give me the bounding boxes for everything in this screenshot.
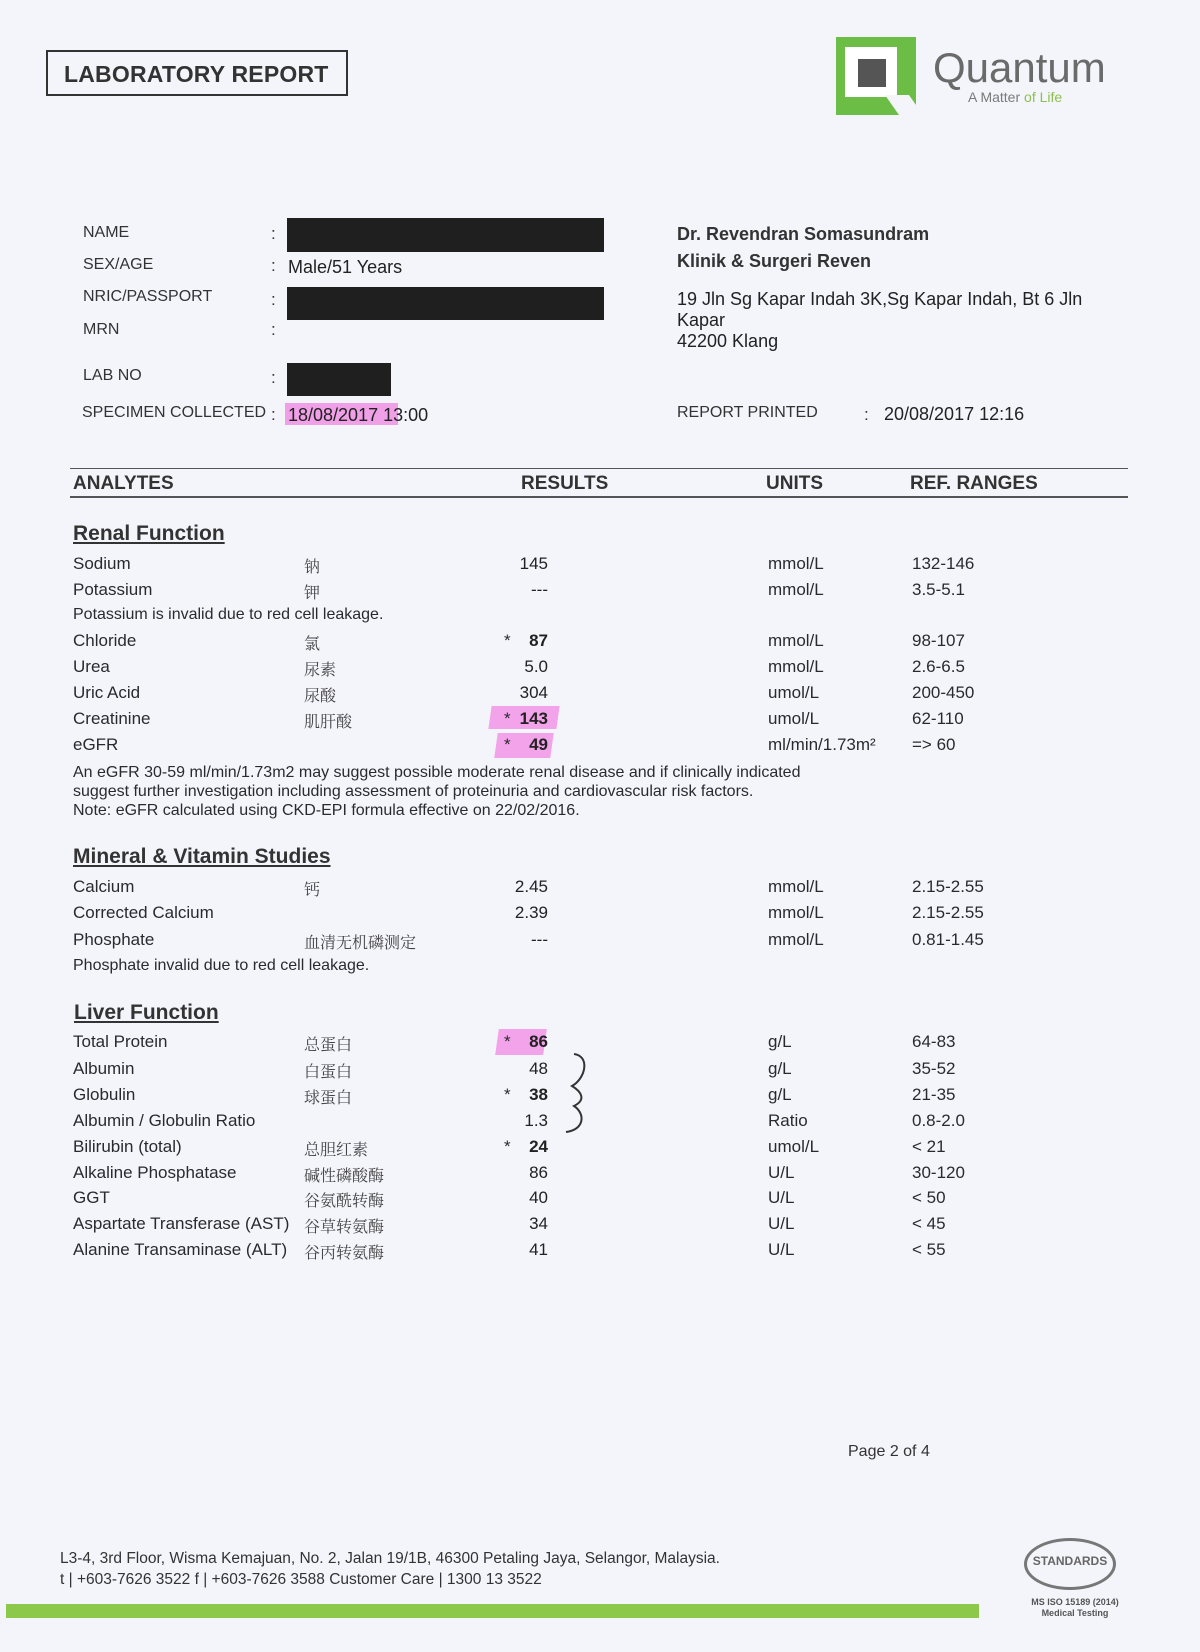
reference-range: 132-146 <box>912 554 975 573</box>
colon: : <box>271 368 276 387</box>
result-value: 34 <box>529 1214 548 1233</box>
clinic-name: Klinik & Surgeri Reven <box>677 251 872 271</box>
analyte-name: Total Protein <box>73 1032 168 1051</box>
analyte-name: Alanine Transaminase (ALT) <box>73 1240 288 1259</box>
section-title-liver: Liver Function <box>74 1001 219 1024</box>
brand-name: Quantum <box>933 44 1106 91</box>
analyte-chinese-name: 碱性磷酸酶 <box>304 1168 385 1185</box>
analyte-name: Urea <box>73 657 110 676</box>
result-value: 40 <box>529 1188 548 1207</box>
analyte-chinese-name: 尿酸 <box>304 688 337 705</box>
analyte-name: Sodium <box>73 554 131 573</box>
egfr-note-2: suggest further investigation including assessment of proteinuria and cardiovascular risk factors. <box>73 783 754 800</box>
colon: : <box>271 256 276 275</box>
reference-range: 64-83 <box>912 1032 956 1051</box>
result-value: 1.3 <box>524 1111 548 1130</box>
unit: mmol/L <box>768 631 824 650</box>
reference-range: 2.6-6.5 <box>912 657 965 676</box>
analyte-name: Phosphate <box>73 930 155 949</box>
specimen-label: SPECIMEN COLLECTED <box>82 404 267 421</box>
unit: mmol/L <box>768 554 824 573</box>
unit: g/L <box>768 1059 792 1078</box>
analyte-name: Calcium <box>73 877 135 896</box>
phosphate-note: Phosphate invalid due to red cell leakage. <box>73 957 370 974</box>
sex-age-value: Male/51 Years <box>288 257 403 277</box>
analyte-name: Chloride <box>73 631 137 650</box>
sex-age-label: SEX/AGE <box>83 256 154 273</box>
result-value: 41 <box>529 1240 548 1259</box>
unit: mmol/L <box>768 877 824 896</box>
unit: U/L <box>768 1188 795 1207</box>
quantum-logo-icon <box>836 37 916 115</box>
clinic-address-line2: Kapar <box>677 310 726 330</box>
result-value: 48 <box>529 1059 548 1078</box>
egfr-note-1: An eGFR 30-59 ml/min/1.73m2 may suggest possible moderate renal disease and if clinically indicated <box>73 764 801 781</box>
result-value: 86 <box>529 1032 548 1051</box>
redacted-lab-no <box>287 363 391 396</box>
analyte-name: Albumin / Globulin Ratio <box>73 1111 256 1130</box>
analyte-name: Creatinine <box>73 709 151 728</box>
reference-range: 0.8-2.0 <box>912 1111 965 1130</box>
reference-range: < 55 <box>912 1240 946 1259</box>
unit: U/L <box>768 1163 795 1182</box>
report-printed-value: 20/08/2017 12:16 <box>884 404 1025 424</box>
report-printed-label: REPORT PRINTED <box>677 404 818 421</box>
result-value: 87 <box>529 631 548 650</box>
result-value: 2.39 <box>514 903 548 922</box>
unit: umol/L <box>768 709 820 728</box>
result-value: 5.0 <box>524 657 548 676</box>
iso-accreditation: MS ISO 15189 (2014) Medical Testing <box>1031 1597 1119 1618</box>
section-title-mineral: Mineral & Vitamin Studies <box>73 845 331 868</box>
analyte-chinese-name: 球蛋白 <box>304 1090 353 1107</box>
footer-bar <box>6 1604 979 1618</box>
header-units: UNITS <box>766 473 823 494</box>
unit: mmol/L <box>768 580 824 599</box>
result-value: --- <box>531 930 548 949</box>
clinic-address-line3: 42200 Klang <box>677 331 779 351</box>
reference-range: 30-120 <box>912 1163 965 1182</box>
analyte-name: Bilirubin (total) <box>73 1137 182 1156</box>
analyte-chinese-name: 白蛋白 <box>304 1064 353 1081</box>
unit: g/L <box>768 1085 792 1104</box>
result-value: 24 <box>529 1137 548 1156</box>
analyte-name: Corrected Calcium <box>73 903 214 922</box>
abnormal-flag-icon: * <box>504 709 511 728</box>
report-title: LABORATORY REPORT <box>64 61 329 87</box>
divider <box>70 468 1128 469</box>
abnormal-flag-icon: * <box>504 1085 511 1104</box>
reference-range: 35-52 <box>912 1059 956 1078</box>
analyte-chinese-name: 氯 <box>304 636 321 653</box>
handwritten-brace-icon <box>560 1050 600 1136</box>
abnormal-flag-icon: * <box>504 1032 511 1051</box>
unit: g/L <box>768 1032 792 1051</box>
analyte-chinese-name: 谷氨酰转酶 <box>304 1193 385 1210</box>
header-analytes: ANALYTES <box>73 473 174 494</box>
analyte-chinese-name: 尿素 <box>304 662 337 679</box>
reference-range: 3.5-5.1 <box>912 580 965 599</box>
result-value: 143 <box>519 709 548 728</box>
analyte-chinese-name: 钠 <box>304 559 321 576</box>
section-title-renal: Renal Function <box>73 522 225 545</box>
footer-address: L3-4, 3rd Floor, Wisma Kemajuan, No. 2, Jalan 19/1B, 46300 Petaling Jaya, Selangor, Malaysia. <box>60 1550 720 1567</box>
reference-range: 98-107 <box>912 631 965 650</box>
unit: mmol/L <box>768 657 824 676</box>
unit: mmol/L <box>768 930 824 949</box>
analyte-chinese-name: 总胆红素 <box>304 1142 369 1159</box>
analyte-name: Globulin <box>73 1085 136 1104</box>
colon: : <box>271 290 276 309</box>
unit: U/L <box>768 1240 795 1259</box>
analyte-name: Potassium <box>73 580 153 599</box>
reference-range: 2.15-2.55 <box>912 903 984 922</box>
redacted-name <box>287 218 604 252</box>
analyte-name: Uric Acid <box>73 683 141 702</box>
potassium-note: Potassium is invalid due to red cell leakage. <box>73 606 384 623</box>
analyte-name: Albumin <box>73 1059 135 1078</box>
analyte-name: Alkaline Phosphatase <box>73 1163 237 1182</box>
reference-range: 200-450 <box>912 683 975 702</box>
abnormal-flag-icon: * <box>504 1137 511 1156</box>
result-value: 304 <box>519 683 548 702</box>
nric-label: NRIC/PASSPORT <box>83 288 213 305</box>
unit: umol/L <box>768 683 820 702</box>
analyte-chinese-name: 钾 <box>304 585 321 602</box>
analyte-chinese-name: 血清无机磷测定 <box>304 935 417 952</box>
doctor-name: Dr. Revendran Somasundram <box>677 224 930 244</box>
colon: : <box>864 405 869 424</box>
reference-range: 2.15-2.55 <box>912 877 984 896</box>
result-value: 2.45 <box>514 877 548 896</box>
unit: ml/min/1.73m² <box>768 735 876 754</box>
analyte-chinese-name: 钙 <box>304 882 321 899</box>
abnormal-flag-icon: * <box>504 735 511 754</box>
result-value: --- <box>531 580 548 599</box>
name-label: NAME <box>83 224 130 241</box>
colon: : <box>271 320 276 339</box>
unit: mmol/L <box>768 903 824 922</box>
reference-range: 0.81-1.45 <box>912 930 984 949</box>
analyte-name: Aspartate Transferase (AST) <box>73 1214 290 1233</box>
abnormal-flag-icon: * <box>504 631 511 650</box>
standards-stamp-icon: STANDARDS <box>1024 1538 1116 1590</box>
divider <box>70 496 1128 498</box>
brand-tagline: A Matter of Life <box>968 89 1063 105</box>
egfr-note-3: Note: eGFR calculated using CKD-EPI formula effective on 22/02/2016. <box>73 802 580 819</box>
reference-range: 21-35 <box>912 1085 956 1104</box>
analyte-chinese-name: 肌肝酸 <box>304 714 353 731</box>
reference-range: 62-110 <box>912 709 964 728</box>
header-results: RESULTS <box>521 473 609 494</box>
reference-range: => 60 <box>912 735 956 754</box>
result-value: 145 <box>519 554 548 573</box>
colon: : <box>271 224 276 243</box>
reference-range: < 50 <box>912 1188 946 1207</box>
mrn-label: MRN <box>83 321 120 338</box>
reference-range: < 45 <box>912 1214 946 1233</box>
footer-contact: t | +603-7626 3522 f | +603-7626 3588 Customer Care | 1300 13 3522 <box>60 1571 542 1588</box>
unit: umol/L <box>768 1137 820 1156</box>
lab-no-label: LAB NO <box>83 367 142 384</box>
analyte-name: GGT <box>73 1188 110 1207</box>
unit: U/L <box>768 1214 795 1233</box>
unit: Ratio <box>768 1111 808 1130</box>
reference-range: < 21 <box>912 1137 946 1156</box>
page-number: Page 2 of 4 <box>848 1443 930 1460</box>
redacted-nric <box>287 287 604 320</box>
analyte-chinese-name: 谷丙转氨酶 <box>304 1245 385 1262</box>
analyte-chinese-name: 谷草转氨酶 <box>304 1219 385 1236</box>
analyte-chinese-name: 总蛋白 <box>304 1037 353 1054</box>
colon: : <box>271 405 276 424</box>
report-title-box <box>46 50 348 96</box>
header-ref-ranges: REF. RANGES <box>910 473 1038 494</box>
result-value: 38 <box>529 1085 548 1104</box>
result-value: 86 <box>529 1163 548 1182</box>
clinic-address-line1: 19 Jln Sg Kapar Indah 3K,Sg Kapar Indah, Bt 6 Jln <box>677 289 1083 309</box>
specimen-value: 18/08/2017 13:00 <box>288 405 429 425</box>
analyte-name: eGFR <box>73 735 119 754</box>
result-value: 49 <box>529 735 548 754</box>
